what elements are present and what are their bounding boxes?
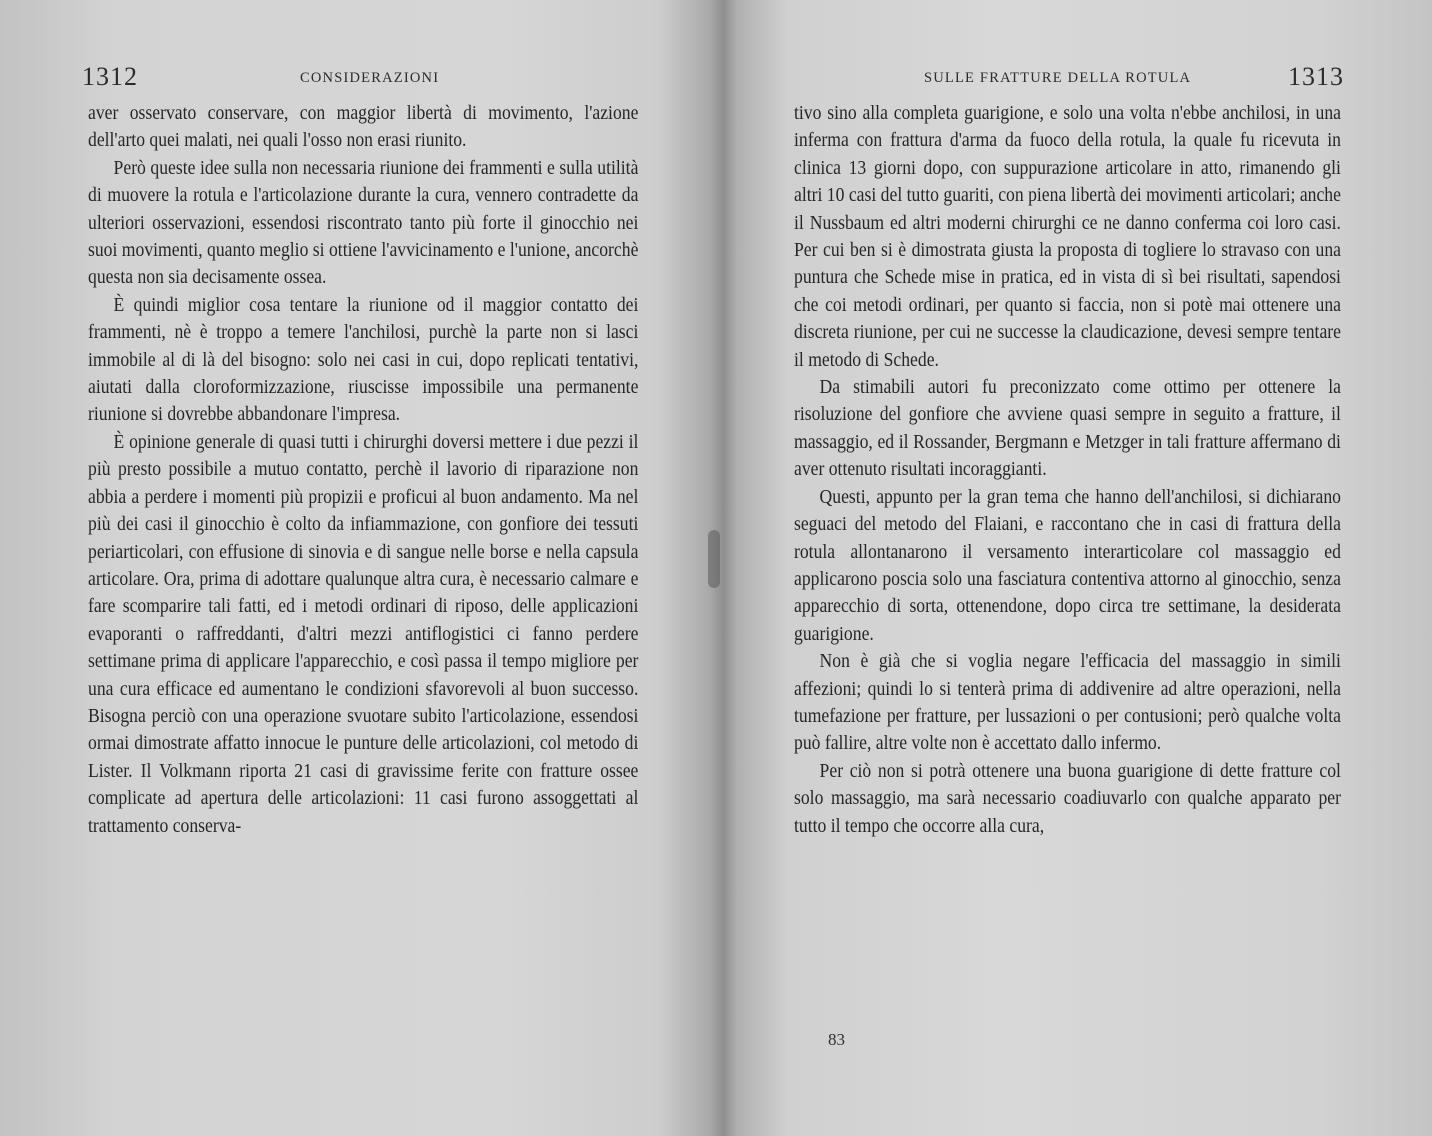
paragraph: Da stimabili autori fu preconizzato come ottimo per ottenere la risoluzione del gonfiore che avviene quasi sempre in seguito a fratture, il massaggio, ed il Rossander, Bergmann e Metzger in tali fratture affermano di aver ottenuto risultati incoraggianti.: [794, 376, 1341, 481]
paragraph: Per ciò non si potrà ottenere una buona guarigione di dette fratture col solo massaggio, ma sarà necessario coadiuvarlo con qualche apparato per tutto il tempo che occorre alla cura,: [794, 759, 1341, 837]
left-running-head: [82, 62, 652, 92]
paragraph: Non è già che si voglia negare l'efficacia del massaggio in simili affezioni; quindi lo si tenterà prima di addivenire ad altre operazioni, nella tumefazione per fratture, per lussazioni o per contusioni; però qualche volta può fallire, altre volte non è accettato dallo infermo.: [794, 650, 1341, 755]
paragraph: È opinione generale di quasi tutti i chirurghi doversi mettere i due pezzi il più presto possibile a mutuo contatto, perchè il lavorio di riparazione non abbia a perdere i momenti più propizii e proficui al buon andamento. Ma nel più dei casi il ginocchio è colto da infiammazione, con gonfiore dei tessuti periarticolari, con effusione di sinovia e di sangue nelle borse e nella capsula articolare. Ora, prima di adottare qualunque altra cura, è necessario calmare e fare scomparire tali fatti, ed i metodi ordinari di riposo, delle applicazioni evaporanti o raffreddanti, d'altri mezzi antiflogistici ci fanno perdere settimane prima di applicare l'apparecchio, e così passa il tempo migliore per una cura efficace ed aumentano le condizioni sfavorevoli al buon successo. Bisogna perciò con una operazione svuotare subito l'articolazione, essendosi ormai dimostrate affatto innocue le punture delle articolazioni, col metodo di Lister. Il Volkmann riporta 21 casi di gravissime ferite con fratture ossee complicate ad apertura delle articolazioni: 11 casi furono assoggettati al trattamento conserva-: [88, 430, 639, 837]
paragraph: tivo sino alla completa guarigione, e solo una volta n'ebbe anchilosi, in una inferma con frattura d'arma da fuoco della rotula, la quale fu ricevuta in clinica 13 giorni dopo, con suppurazione articolare in atto, rimanendo gli altri 10 casi del tutto guariti, con piena libertà dei movimenti articolari; anche il Nussbaum ed altri moderni chirurghi ce ne danno conferma coi loro casi. Per cui ben si è dimostrata giusta la proposta di togliere lo stravaso con una puntura che Schede mise in pratica, ed in vista di sì bei risultati, sapendosi che coi metodi ordinari, per quanto si faccia, non si potè mai ottenere una discreta riunione, per cui ne successe la claudicazione, devesi sempre tentare il metodo di Schede.: [794, 102, 1341, 371]
right-page-number: 1313: [1288, 62, 1344, 91]
right-running-title: SULLE FRATTURE DELLA ROTULA: [924, 70, 1192, 86]
paragraph: Questi, appunto per la gran tema che hanno dell'anchilosi, si dichiarano seguaci del metodo del Flaiani, e raccontano che in casi di frattura della rotula allontanarono il versamento interarticolare col massaggio ed applicarono poscia solo una fasciatura contentiva attorno al ginocchio, senza apparecchio di sorta, ottenendone, dopo circa tre settimane, la desiderata guarigione.: [794, 485, 1341, 645]
paragraph: Però queste idee sulla non necessaria riunione dei frammenti e sulla utilità di muovere la rotula e l'articolazione durante la cura, vennero contradette da ulteriori osservazioni, essendosi riscontrato tanto più forte il ginocchio nei suoi movimenti, quanto meglio si ottiene l'avvicinamento e l'unione, ancorchè questa non sia decisamente ossea.: [88, 156, 639, 289]
right-running-head: [924, 62, 1344, 92]
left-running-title: CONSIDERAZIONI: [300, 70, 440, 86]
left-page-number: 1312: [82, 62, 138, 91]
signature-mark: 83: [828, 1030, 845, 1049]
right-page-text: [794, 100, 1341, 840]
paragraph: aver osservato conservare, con maggior libertà di movimento, l'azione dell'arto quei malati, nei quali l'osso non erasi riunito.: [88, 102, 639, 152]
paragraph: È quindi miglior cosa tentare la riunione od il maggior contatto dei frammenti, nè è troppo a temere l'anchilosi, purchè la parte non si lasci immobile al di là del bisogno: solo nei casi in cui, dopo replicati tentativi, aiutati dalla cloroformizzazione, riuscisse impossibile una permanente riunione si dovrebbe abbandonare l'impresa.: [88, 293, 639, 426]
left-page-text: [88, 100, 638, 840]
right-page: [716, 0, 1432, 1136]
